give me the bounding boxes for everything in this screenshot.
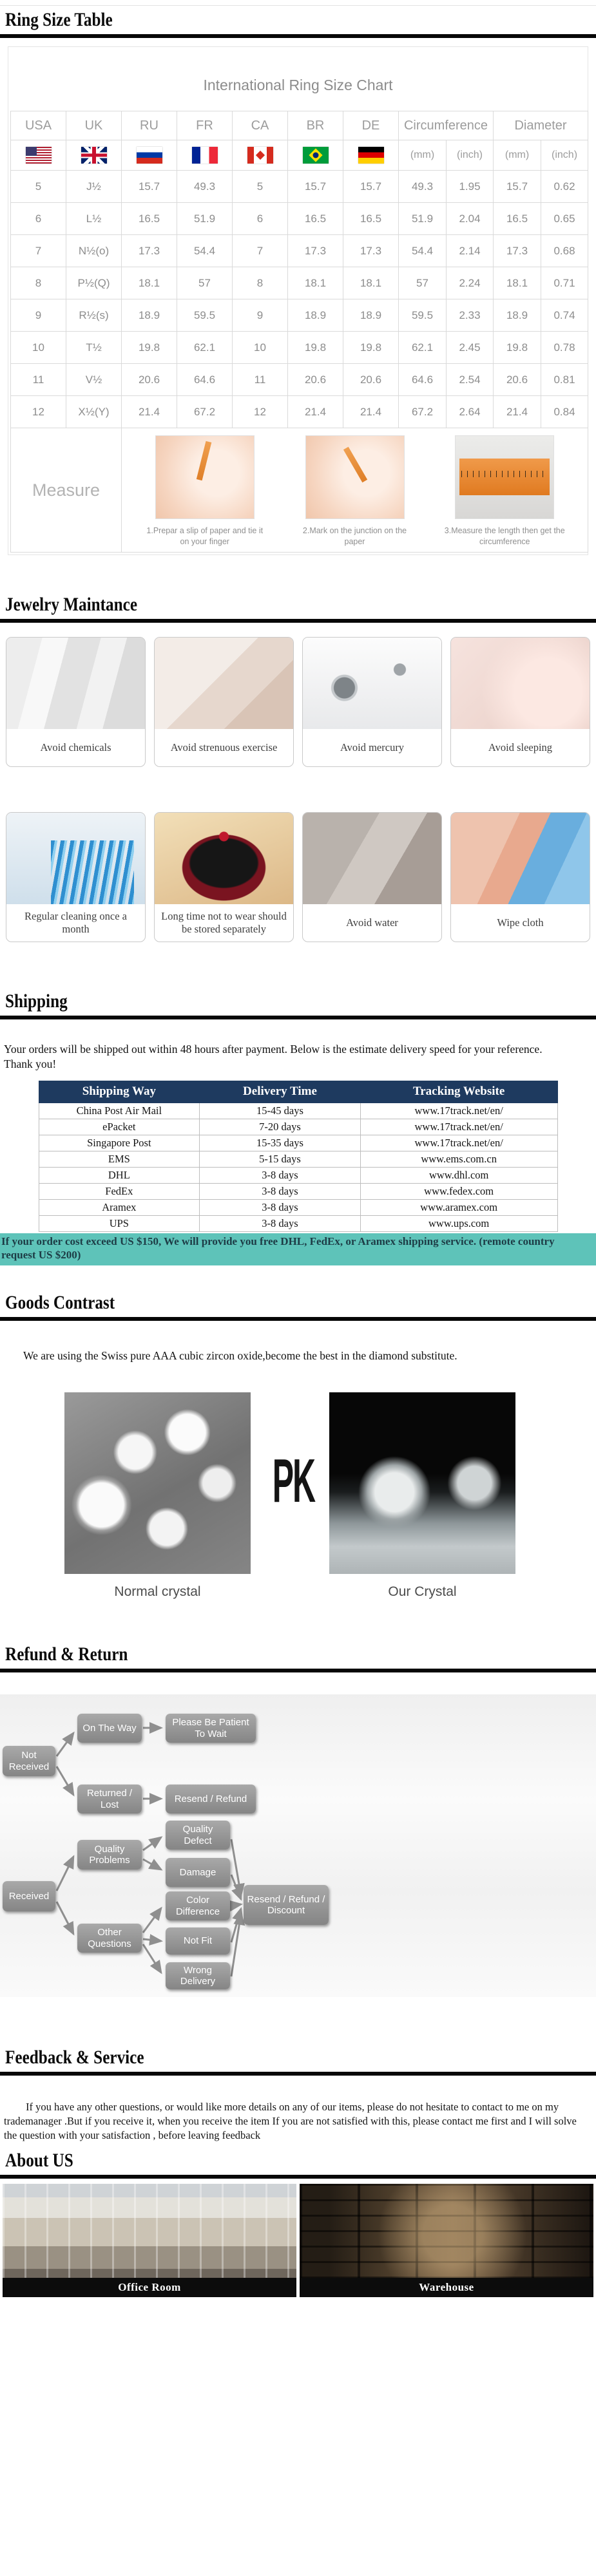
shipping-intro [4, 1042, 592, 1072]
ring-size-cell: 10 [233, 332, 288, 364]
ring-size-cell: 2.24 [447, 267, 494, 299]
maintenance-card-water [302, 812, 442, 942]
ring-size-row [11, 267, 588, 299]
ring-size-cell: 16.5 [343, 203, 399, 235]
ring-size-cell: 1.95 [447, 171, 494, 203]
flow-node-other-questions: Other Questions [77, 1924, 142, 1953]
shipping-intro-line1: Your orders will be shipped out within 48 hours after payment. Below is the estimate delivery speed for your reference. [4, 1043, 543, 1056]
shipping-heading: Shipping [5, 990, 68, 1012]
feedback-service-heading: Feedback & Service [5, 2047, 144, 2068]
flow-node-damage: Damage [166, 1858, 230, 1887]
ring-size-cell: 0.74 [541, 299, 588, 332]
section-goods-contrast [0, 1292, 596, 1605]
cleaning-photo [6, 813, 145, 904]
ring-size-cell: 12 [11, 396, 66, 428]
ring-size-cell: 18.1 [343, 267, 399, 299]
delivery-time-cell: 3-8 days [200, 1167, 361, 1183]
unit-header-circ-inch: (inch) [447, 140, 494, 171]
tracking-website-cell: www.aramex.com [360, 1199, 557, 1215]
section-feedback-service [0, 2047, 596, 2142]
ring-size-row [11, 203, 588, 235]
ring-size-cell: 8 [233, 267, 288, 299]
top-divider [0, 5, 596, 6]
heading-rule [0, 2072, 596, 2076]
maintenance-card-storage [154, 812, 294, 942]
sleeping-photo [451, 638, 590, 729]
ring-size-cell: 54.4 [399, 235, 447, 267]
ring-size-cell: 51.9 [177, 203, 233, 235]
about-photos [3, 2184, 593, 2297]
shipping-way-cell: Singapore Post [39, 1135, 200, 1151]
delivery-time-cell: 15-35 days [200, 1135, 361, 1151]
feedback-service-text: If you have any other questions, or would like more details on any of our items, please do not hesitate to contact to me on my trademanager .But if you receive it, when you receive the item If you are not satisfied with this, please contact me first and I will solve the question with your satisfaction , before leaving feedback [4, 2101, 577, 2141]
ring-size-cell: 9 [11, 299, 66, 332]
measure-step-3-photo [455, 435, 554, 519]
ring-size-cell: 19.8 [494, 332, 541, 364]
ring-size-cell: 21.4 [122, 396, 177, 428]
ring-size-cell: 15.7 [494, 171, 541, 203]
section-jewelry-maintenance [0, 594, 596, 942]
ring-size-cell: 18.1 [122, 267, 177, 299]
wipe-cloth-photo [451, 813, 590, 904]
shipping-row [39, 1167, 557, 1183]
uk-flag-icon [81, 147, 107, 164]
measure-row [11, 428, 588, 553]
ring-size-cell: 18.1 [494, 267, 541, 299]
ring-size-cell: 57 [177, 267, 233, 299]
flag-cell-uk [66, 140, 122, 171]
ring-size-chart-box [8, 46, 588, 555]
france-flag-icon [192, 147, 218, 164]
flag-cell-usa [11, 140, 66, 171]
ring-size-cell: 0.65 [541, 203, 588, 235]
flow-node-not-received: Not Received [3, 1746, 55, 1776]
card-caption: Wipe cloth [497, 916, 544, 929]
section-about-us [0, 2150, 596, 2297]
ring-size-cell: 62.1 [399, 332, 447, 364]
ring-size-cell: L½ [66, 203, 122, 235]
shipping-row [39, 1183, 557, 1199]
ring-size-cell: 11 [233, 364, 288, 396]
col-header-br: BR [288, 111, 343, 140]
ring-size-cell: J½ [66, 171, 122, 203]
normal-crystal-label: Normal crystal [114, 1584, 201, 1599]
delivery-time-cell: 5-15 days [200, 1151, 361, 1167]
measure-step-1 [136, 435, 274, 547]
maintenance-heading: Jewelry Maintance [5, 594, 138, 615]
card-caption: Avoid sleeping [488, 741, 553, 754]
delivery-time-cell: 3-8 days [200, 1215, 361, 1231]
tracking-website-cell: www.17track.net/en/ [360, 1103, 557, 1119]
ring-size-cell: 16.5 [288, 203, 343, 235]
shipping-way-cell: China Post Air Mail [39, 1103, 200, 1119]
usa-flag-icon [26, 147, 52, 164]
ring-size-cell: 12 [233, 396, 288, 428]
col-header-uk: UK [66, 111, 122, 140]
storage-photo [155, 813, 293, 904]
ring-size-cell: 0.68 [541, 235, 588, 267]
flow-node-resend-refund-discount: Resend / Refund / Discount [244, 1885, 329, 1925]
ring-size-cell: 19.8 [122, 332, 177, 364]
section-ring-size [0, 9, 596, 555]
heading-rule [0, 619, 596, 623]
ring-size-cell: 17.3 [288, 235, 343, 267]
ring-size-cell: 64.6 [399, 364, 447, 396]
delivery-time-header: Delivery Time [200, 1081, 361, 1103]
ring-size-cell: 21.4 [343, 396, 399, 428]
ring-size-cell: 6 [233, 203, 288, 235]
card-caption: Avoid water [346, 916, 398, 929]
card-caption: Regular cleaning once a month [24, 910, 127, 935]
measure-step-2-photo [305, 435, 405, 519]
ring-size-cell: 0.71 [541, 267, 588, 299]
russia-flag-icon [137, 147, 162, 164]
ring-size-cell: 2.54 [447, 364, 494, 396]
measure-step-1-caption: 1.Prepar a slip of paper and tie it on your finger [146, 526, 264, 546]
ring-size-cell: 8 [11, 267, 66, 299]
heading-rule [0, 1317, 596, 1321]
measure-label: Measure [11, 428, 122, 553]
shipping-table [39, 1081, 558, 1232]
delivery-time-cell: 3-8 days [200, 1199, 361, 1215]
unit-header-diam-mm: (mm) [494, 140, 541, 171]
office-room-label: Office Room [3, 2278, 296, 2297]
card-caption: Long time not to wear should be stored separately [161, 910, 287, 935]
section-refund-return [0, 1643, 596, 1997]
flag-cell-de [343, 140, 399, 171]
crystal-comparison [0, 1392, 596, 1605]
shipping-way-cell: DHL [39, 1167, 200, 1183]
ring-size-cell: 2.64 [447, 396, 494, 428]
shipping-row [39, 1135, 557, 1151]
brazil-flag-icon [303, 147, 329, 164]
refund-flowchart [0, 1694, 596, 1997]
delivery-time-cell: 15-45 days [200, 1103, 361, 1119]
ring-size-table [10, 111, 588, 553]
ring-size-cell: P½(Q) [66, 267, 122, 299]
shipping-way-header: Shipping Way [39, 1081, 200, 1103]
maintenance-card-sleeping [450, 637, 590, 767]
measure-step-1-photo [155, 435, 255, 519]
ring-size-cell: 5 [233, 171, 288, 203]
measure-step-2 [286, 435, 424, 547]
ring-size-cell: 67.2 [399, 396, 447, 428]
normal-crystal-photo [64, 1392, 251, 1574]
col-header-usa: USA [11, 111, 66, 140]
card-caption: Avoid strenuous exercise [170, 741, 278, 754]
heading-rule [0, 1016, 596, 1019]
unit-header-circ-mm: (mm) [399, 140, 447, 171]
measure-step-3-caption: 3.Measure the length then get the circumference [444, 526, 565, 546]
tracking-website-cell: www.17track.net/en/ [360, 1119, 557, 1135]
ring-size-cell: 6 [11, 203, 66, 235]
ring-size-row [11, 171, 588, 203]
chart-title: International Ring Size Chart [203, 77, 393, 93]
delivery-time-cell: 7-20 days [200, 1119, 361, 1135]
refund-return-heading: Refund & Return [5, 1643, 128, 1665]
measure-step-2-caption: 2.Mark on the junction on the paper [302, 526, 407, 546]
ring-size-cell: 0.81 [541, 364, 588, 396]
ring-size-cell: 2.04 [447, 203, 494, 235]
ring-size-row [11, 364, 588, 396]
flow-node-please-wait: Please Be Patient To Wait [166, 1714, 256, 1743]
maintenance-card-exercise [154, 637, 294, 767]
measure-steps [122, 433, 587, 547]
heading-rule [0, 34, 596, 38]
ring-size-cell: 17.3 [494, 235, 541, 267]
shipping-way-cell: Aramex [39, 1199, 200, 1215]
chemicals-photo [6, 638, 145, 729]
ring-size-cell: 18.1 [288, 267, 343, 299]
ring-size-cell: 20.6 [288, 364, 343, 396]
delivery-time-cell: 3-8 days [200, 1183, 361, 1199]
tracking-website-cell: www.dhl.com [360, 1167, 557, 1183]
ring-size-cell: 18.9 [343, 299, 399, 332]
flow-node-quality-defect: Quality Defect [166, 1821, 230, 1850]
col-header-de: DE [343, 111, 399, 140]
canada-flag-icon [247, 147, 273, 164]
shipping-row [39, 1103, 557, 1119]
measure-steps-cell [122, 428, 588, 553]
ring-size-cell: R½(s) [66, 299, 122, 332]
ring-size-row [11, 299, 588, 332]
ring-size-row [11, 235, 588, 267]
flow-node-wrong-delivery: Wrong Delivery [166, 1962, 230, 1989]
flow-node-quality-problems: Quality Problems [77, 1840, 142, 1870]
ring-size-cell: 16.5 [494, 203, 541, 235]
ring-size-cell: 0.78 [541, 332, 588, 364]
goods-contrast-intro: We are using the Swiss pure AAA cubic zircon oxide,become the best in the diamond substitute. [23, 1349, 457, 1362]
flow-node-on-the-way: On The Way [77, 1714, 142, 1743]
measure-step-3 [436, 435, 573, 547]
ring-size-cell: 51.9 [399, 203, 447, 235]
ring-size-cell: 5 [11, 171, 66, 203]
shipping-row [39, 1215, 557, 1231]
ring-size-cell: T½ [66, 332, 122, 364]
ring-size-row [11, 332, 588, 364]
mercury-photo [303, 638, 441, 729]
ring-size-cell: 67.2 [177, 396, 233, 428]
ring-size-cell: 49.3 [399, 171, 447, 203]
ring-size-cell: 57 [399, 267, 447, 299]
unit-header-diam-inch: (inch) [541, 140, 588, 171]
flow-node-color-difference: Color Difference [166, 1891, 230, 1920]
shipping-header-row [39, 1081, 557, 1103]
tracking-website-cell: www.fedex.com [360, 1183, 557, 1199]
ring-size-cell: X½(Y) [66, 396, 122, 428]
ring-size-cell: 49.3 [177, 171, 233, 203]
ring-size-cell: 15.7 [288, 171, 343, 203]
ring-size-cell: N½(o) [66, 235, 122, 267]
flow-node-returned-lost: Returned / Lost [77, 1785, 142, 1814]
free-shipping-note: If your order cost exceed US $150, We will provide you free DHL, FedEx, or Aramex shipping service. (remote country request US $200) [0, 1233, 596, 1266]
office-room-photo [3, 2184, 296, 2297]
card-caption: Avoid mercury [340, 741, 405, 754]
card-caption: Avoid chemicals [40, 741, 111, 754]
flow-node-resend-refund: Resend / Refund [166, 1785, 256, 1814]
ring-size-cell: 21.4 [288, 396, 343, 428]
warehouse-label: Warehouse [300, 2278, 593, 2297]
flow-node-not-fit: Not Fit [166, 1927, 230, 1955]
section-shipping [0, 990, 596, 1265]
ring-size-cell: 10 [11, 332, 66, 364]
flag-cell-br [288, 140, 343, 171]
ring-size-cell: 19.8 [343, 332, 399, 364]
shipping-row [39, 1199, 557, 1215]
ring-size-cell: 9 [233, 299, 288, 332]
ring-size-cell: 18.9 [494, 299, 541, 332]
ring-size-cell: 15.7 [122, 171, 177, 203]
ring-size-cell: 20.6 [494, 364, 541, 396]
shipping-row [39, 1119, 557, 1135]
shipping-way-cell: FedEx [39, 1183, 200, 1199]
ring-size-heading: Ring Size Table [5, 9, 113, 30]
ring-size-cell: 2.14 [447, 235, 494, 267]
ring-size-cell: 16.5 [122, 203, 177, 235]
ring-size-cell: 0.62 [541, 171, 588, 203]
col-header-ru: RU [122, 111, 177, 140]
maintenance-card-mercury [302, 637, 442, 767]
heading-rule [0, 2175, 596, 2179]
flow-node-received: Received [3, 1881, 55, 1911]
maintenance-card-cleaning [6, 812, 146, 942]
shipping-way-cell: EMS [39, 1151, 200, 1167]
country-code-header-row [11, 111, 588, 140]
col-header-circumference: Circumference [399, 111, 494, 140]
ring-size-cell: 20.6 [343, 364, 399, 396]
maintenance-grid [6, 637, 590, 942]
flag-cell-ru [122, 140, 177, 171]
flag-header-row [11, 140, 588, 171]
our-crystal-label: Our Crystal [388, 1584, 457, 1599]
ring-size-cell: 2.33 [447, 299, 494, 332]
our-crystal-photo [329, 1392, 515, 1574]
shipping-intro-line2: Thank you! [4, 1057, 57, 1070]
tracking-website-cell: www.17track.net/en/ [360, 1135, 557, 1151]
ring-size-cell: 17.3 [122, 235, 177, 267]
ring-size-row [11, 396, 588, 428]
ring-size-cell: V½ [66, 364, 122, 396]
ring-size-cell: 0.84 [541, 396, 588, 428]
ring-size-cell: 7 [233, 235, 288, 267]
ring-size-cell: 17.3 [343, 235, 399, 267]
ring-size-cell: 64.6 [177, 364, 233, 396]
shipping-way-cell: ePacket [39, 1119, 200, 1135]
goods-contrast-heading: Goods Contrast [5, 1292, 115, 1313]
ring-size-cell: 20.6 [122, 364, 177, 396]
pk-versus-label: PK [272, 1446, 314, 1515]
flag-cell-ca [233, 140, 288, 171]
maintenance-card-chemicals [6, 637, 146, 767]
about-us-heading: About US [5, 2150, 73, 2171]
ring-size-cell: 21.4 [494, 396, 541, 428]
heading-rule [0, 1669, 596, 1672]
flag-cell-fr [177, 140, 233, 171]
warehouse-photo [300, 2184, 593, 2297]
shipping-row [39, 1151, 557, 1167]
tracking-website-cell: www.ems.com.cn [360, 1151, 557, 1167]
ring-size-cell: 59.5 [399, 299, 447, 332]
tracking-website-header: Tracking Website [360, 1081, 557, 1103]
tracking-website-cell: www.ups.com [360, 1215, 557, 1231]
col-header-fr: FR [177, 111, 233, 140]
ring-size-cell: 15.7 [343, 171, 399, 203]
ring-size-cell: 62.1 [177, 332, 233, 364]
col-header-ca: CA [233, 111, 288, 140]
ring-size-cell: 19.8 [288, 332, 343, 364]
ring-size-cell: 2.45 [447, 332, 494, 364]
maintenance-card-wipe-cloth [450, 812, 590, 942]
ring-size-cell: 18.9 [288, 299, 343, 332]
exercise-photo [155, 638, 293, 729]
ring-size-cell: 59.5 [177, 299, 233, 332]
ring-size-cell: 11 [11, 364, 66, 396]
germany-flag-icon [358, 147, 384, 164]
water-photo [303, 813, 441, 904]
shipping-way-cell: UPS [39, 1215, 200, 1231]
col-header-diameter: Diameter [494, 111, 588, 140]
ring-size-cell: 18.9 [122, 299, 177, 332]
ring-size-cell: 54.4 [177, 235, 233, 267]
ring-size-cell: 7 [11, 235, 66, 267]
